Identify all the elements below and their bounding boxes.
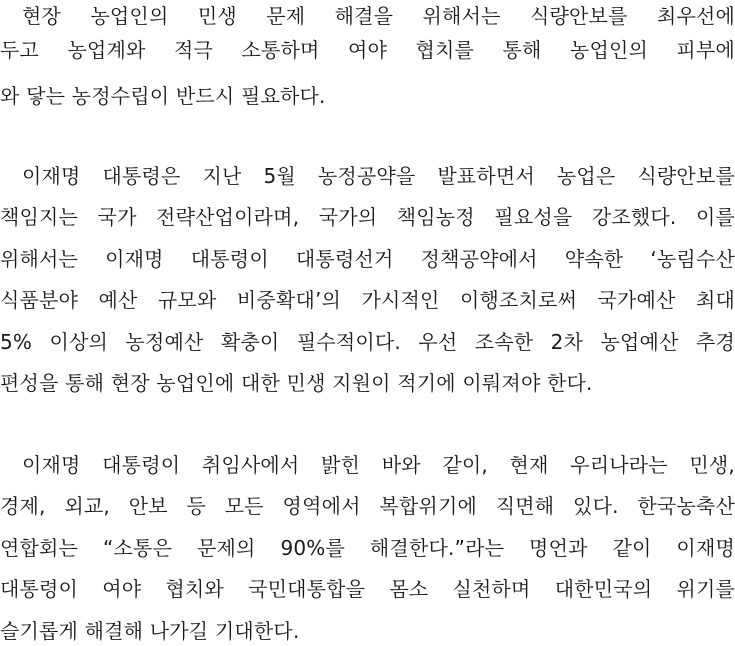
text-line: 위해서는 이재명 대통령이 대통령선거 정책공약에서 약속한 ‘농림수산 xyxy=(0,247,735,271)
text-line: 연합회는 “소통은 문제의 90%를 해결한다.”라는 명언과 같이 이재명 xyxy=(0,536,735,560)
text-line: 이재명 대통령은 지난 5월 농정공약을 발표하면서 농업은 식량안보를 xyxy=(22,164,735,188)
text-line: 대통령이 여야 협치와 국민대통합을 몸소 실천하며 대한민국의 위기를 xyxy=(0,577,735,601)
text-line: 와 닿는 농정수립이 반드시 필요하다. xyxy=(0,84,326,108)
text-line: 책임지는 국가 전략산업이라며, 국가의 책임농정 필요성을 강조했다. 이를 xyxy=(0,205,735,229)
text-line: 식품분야 예산 규모와 비중확대’의 가시적인 이행조치로써 국가예산 최대 xyxy=(0,288,735,312)
text-line: 5% 이상의 농정예산 확충이 필수적이다. 우선 조속한 2차 농업예산 추경 xyxy=(0,330,735,354)
text-line: 이재명 대통령이 취임사에서 밝힌 바와 같이, 현재 우리나라는 민생, xyxy=(22,453,735,477)
text-line: 편성을 통해 현장 농업인에 대한 민생 지원이 적기에 이뤄져야 한다. xyxy=(0,371,593,395)
text-line: 슬기롭게 해결해 나가길 기대한다. xyxy=(0,619,300,643)
text-line: 현장 농업인의 민생 문제 해결을 위해서는 식량안보를 최우선에 xyxy=(22,4,735,28)
text-line: 경제, 외교, 안보 등 모든 영역에서 복합위기에 직면해 있다. 한국농축산 xyxy=(0,494,735,518)
text-line: 두고 농업계와 적극 소통하며 여야 협치를 통해 농업인의 피부에 xyxy=(0,38,735,62)
